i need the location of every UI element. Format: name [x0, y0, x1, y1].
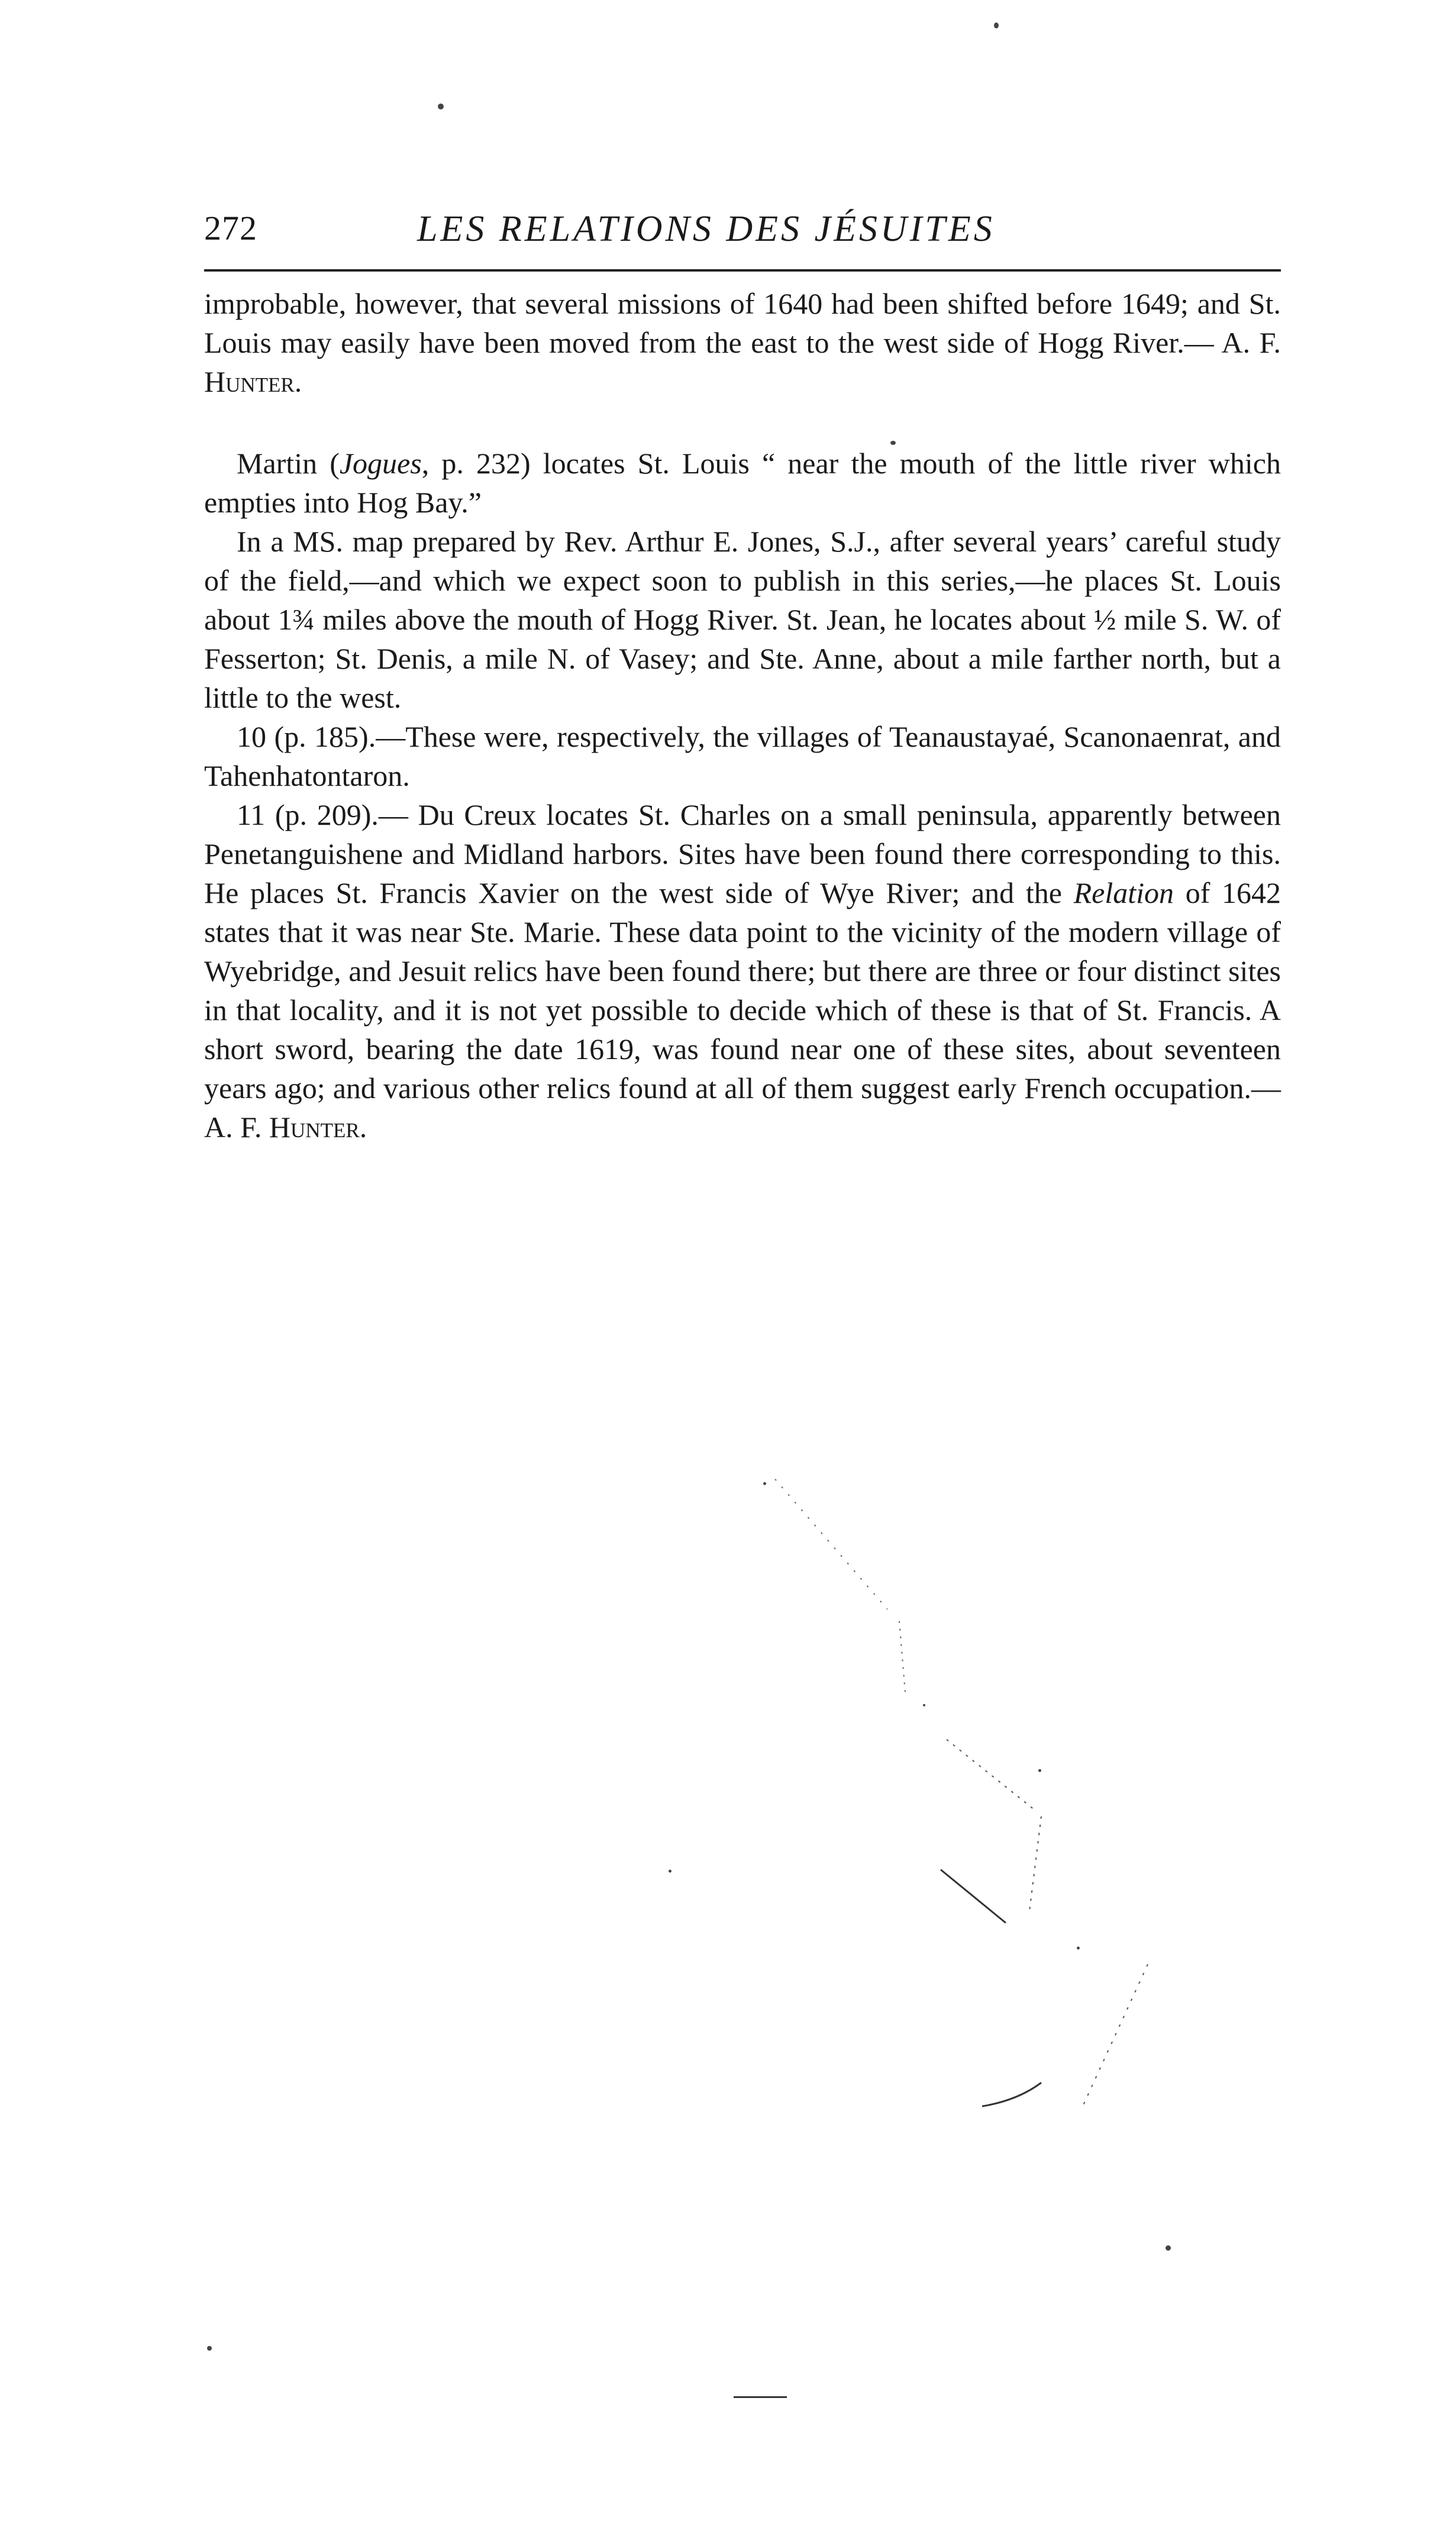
scan-speck	[1166, 2245, 1171, 2251]
author-signature: Hunter	[269, 1111, 360, 1144]
scan-speck	[890, 441, 896, 445]
bottom-rule-mark	[734, 2396, 787, 2398]
text-run: .	[294, 365, 302, 398]
scan-speck	[438, 104, 444, 109]
text-run: 10 (p. 185).—These were, respectively, the villages of Teanaustayaé, Scanonaenrat, and Tahenhatontaron.	[204, 720, 1281, 792]
paragraph-ms-map	[204, 522, 1281, 717]
paragraph-martin	[204, 444, 1281, 522]
text-run: .	[359, 1111, 367, 1144]
header-rule	[204, 269, 1281, 272]
text-run: improbable, however, that several missions of 1640 had been shifted before 1649; and St. Louis may easily have been moved from the east to the west side of Hogg River.— A. F.	[204, 287, 1281, 359]
scan-speck	[994, 22, 999, 28]
text-run: Martin (	[237, 447, 340, 480]
italic-title: Relation	[1073, 876, 1174, 909]
running-head	[204, 201, 1281, 260]
italic-title: Jogues	[339, 447, 422, 480]
running-title: LES RELATIONS DES JÉSUITES	[417, 209, 995, 249]
paragraph-continuation	[204, 284, 1281, 401]
note-11	[204, 795, 1281, 1147]
text-run: 11 (p. 209).— Du Creux locates St. Charles on a small peninsula, apparently between Penetanguishene and Midland harbors. Sites have been found there corresponding to this. He places St. Francis Xavier on the west side of Wye River; and the	[204, 798, 1281, 909]
scan-speck	[1077, 1947, 1080, 1950]
author-signature: Hunter	[204, 365, 295, 398]
scan-speck	[669, 1870, 671, 1873]
note-10	[204, 717, 1281, 795]
scan-speck	[923, 1704, 925, 1706]
scan-speck	[763, 1482, 766, 1485]
text-run: , p. 232) locates St. Louis “ near the mouth of the little river which empties into Hog Bay.”	[204, 447, 1281, 519]
footnote-text	[204, 284, 1281, 1147]
text-run: In a MS. map prepared by Rev. Arthur E. Jones, S.J., after several years’ careful study of the field,—and which we expect soon to publish in this series,—he places St. Louis about 1¾ miles above the mouth of Hogg River. St. Jean, he locates about ½ mile S. W. of Fesserton; St. Denis, a mile N. of Vasey; and Ste. Anne, about a mile farther north, but a little to the west.	[204, 525, 1281, 714]
page-number: 272	[204, 209, 257, 247]
scan-speck	[207, 2346, 212, 2351]
paragraph-gap	[204, 401, 1281, 444]
scan-speck	[1038, 1769, 1041, 1772]
text-run: of 1642 states that it was near Ste. Marie. These data point to the vicinity of the modern village of Wyebridge, and Jesuit relics have been found there; but there are three or four distinct sites in that locality, and it is not yet possible to decide which of these is that of St. Francis. A short sword, bearing the date 1619, was found near one of these sites, about seventeen years ago; and various other relics found at all of them suggest early French occupation.— A. F.	[204, 876, 1281, 1144]
